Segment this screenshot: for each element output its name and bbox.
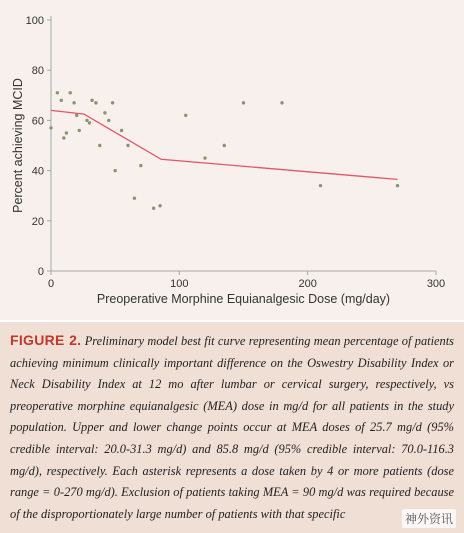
watermark: 神外资讯 — [402, 509, 456, 528]
data-point — [120, 129, 123, 132]
data-point — [65, 131, 68, 134]
data-point — [60, 99, 63, 102]
data-point — [184, 114, 187, 117]
data-point — [75, 114, 78, 117]
y-tick-label: 40 — [31, 165, 44, 178]
data-point — [72, 101, 75, 104]
y-axis-title: Percent achieving MCID — [11, 78, 25, 213]
figure-caption — [10, 330, 454, 525]
x-tick-label: 0 — [47, 278, 55, 290]
x-tick-label: 200 — [298, 278, 317, 290]
caption-panel — [0, 322, 464, 533]
data-point — [113, 169, 116, 172]
data-point — [152, 207, 155, 210]
data-point — [49, 126, 52, 129]
data-point — [158, 204, 161, 207]
data-point — [103, 111, 106, 114]
data-point — [223, 144, 226, 147]
y-tick-label: 60 — [31, 115, 44, 128]
y-tick-label: 20 — [31, 215, 44, 228]
data-point — [90, 99, 93, 102]
y-tick-label: 80 — [31, 65, 44, 78]
x-tick-label: 100 — [170, 278, 189, 290]
caption-text: Preliminary model best fit curve representing mean percentage of patients achieving minimum clinically important difference on the Oswestry Disability Index or Neck Disability Index at 12 mo after lumbar or cervical surgery, respectively, vs preoperative morphine equianalgesic (MEA) dose in mg/d for all patients in the study population. Upper and lower change points occur at MEA doses of 25.7 mg/d (95% credible interval: 20.0-31.3 mg/d) and 85.8 mg/d (95% credible interval: 70.0-116.3 mg/d), respectively. Each asterisk represents a dose taken by 4 or more patients (dose range = 0-270 mg/d). Exclusion of patients taking MEA = 90 mg/d was required because of the disproportionately large number of patients with that specific — [10, 334, 454, 521]
data-point — [98, 144, 101, 147]
data-point — [319, 184, 322, 187]
x-axis-title: Preoperative Morphine Equianalgesic Dose (mg/day) — [96, 292, 391, 306]
y-tick-label: 100 — [25, 15, 44, 27]
data-point — [62, 136, 65, 139]
data-point — [88, 121, 91, 124]
data-point — [139, 164, 142, 167]
data-point — [56, 91, 59, 94]
data-point — [94, 101, 97, 104]
x-tick-label: 300 — [426, 278, 446, 290]
data-point — [133, 197, 136, 200]
caption-label: FIGURE 2. — [10, 332, 82, 348]
data-point — [85, 119, 88, 122]
data-point — [69, 91, 72, 94]
data-point — [396, 184, 399, 187]
data-point — [107, 119, 110, 122]
data-point — [280, 101, 283, 104]
data-point — [111, 101, 114, 104]
data-point — [203, 156, 206, 159]
data-point — [78, 129, 81, 132]
data-point — [242, 101, 245, 104]
y-tick-label: 0 — [37, 266, 44, 278]
data-point — [126, 144, 129, 147]
